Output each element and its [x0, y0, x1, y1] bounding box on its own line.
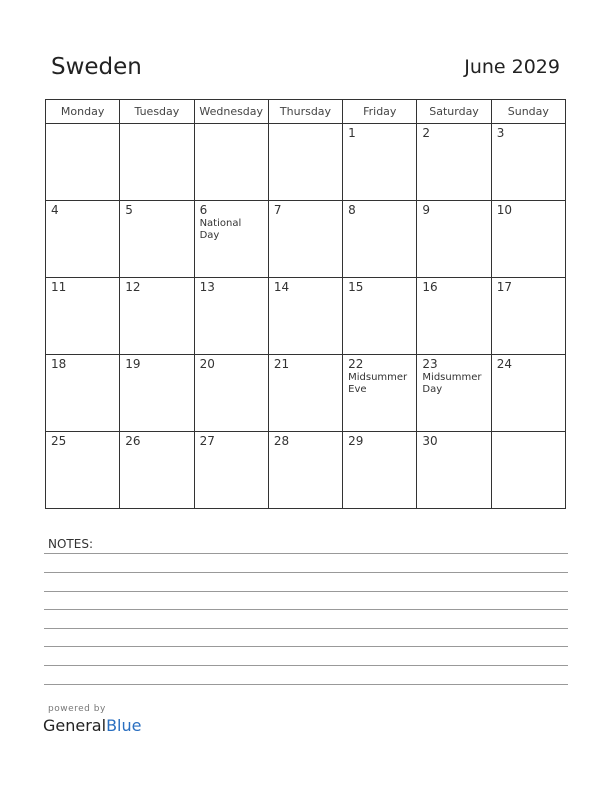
day-cell — [46, 201, 120, 278]
day-cell — [343, 201, 417, 278]
notes-line — [44, 591, 568, 592]
day-cell — [491, 201, 565, 278]
logo-blue: Blue — [106, 716, 142, 735]
weekday-wednesday: Wednesday — [194, 100, 268, 124]
day-cell — [194, 432, 268, 509]
day-cell — [268, 124, 342, 201]
day-cell — [268, 201, 342, 278]
day-number: 24 — [496, 357, 512, 371]
day-number: 14 — [273, 280, 290, 294]
day-number: 12 — [125, 280, 141, 294]
weekday-sunday: Sunday — [491, 100, 565, 124]
day-number: 11 — [51, 280, 67, 294]
day-number: 2 — [422, 126, 431, 140]
day-cell — [120, 124, 194, 201]
day-cell — [343, 432, 417, 509]
day-number: 7 — [273, 203, 282, 217]
holiday-label: National — [199, 218, 242, 229]
month-title: June 2029 — [464, 56, 560, 78]
weekday-header-row — [46, 100, 566, 124]
day-number: 25 — [51, 434, 67, 448]
weekday-tuesday: Tuesday — [120, 100, 194, 124]
holiday-label: Day — [422, 384, 443, 395]
day-cell — [268, 355, 342, 432]
day-cell — [46, 124, 120, 201]
day-cell — [194, 355, 268, 432]
calendar-grid — [45, 99, 566, 509]
notes-line — [44, 646, 568, 647]
day-cell — [120, 201, 194, 278]
day-number: 18 — [51, 357, 67, 371]
notes-line — [44, 609, 568, 610]
week-row — [46, 355, 566, 432]
country-title: Sweden — [51, 54, 142, 80]
day-cell — [120, 432, 194, 509]
day-number: 4 — [51, 203, 59, 217]
day-cell — [46, 355, 120, 432]
day-number: 3 — [496, 126, 505, 140]
day-cell — [120, 278, 194, 355]
day-number: 9 — [422, 203, 431, 217]
notes-line — [44, 628, 568, 629]
day-cell — [491, 278, 565, 355]
day-cell — [417, 432, 491, 509]
day-number: 28 — [273, 434, 290, 448]
day-cell — [417, 355, 491, 432]
day-cell — [120, 355, 194, 432]
day-cell — [268, 432, 342, 509]
day-cell — [491, 432, 565, 509]
weekday-friday: Friday — [343, 100, 417, 124]
day-cell — [491, 355, 565, 432]
logo-general: General — [43, 716, 107, 735]
notes-line — [44, 684, 568, 685]
week-row — [46, 124, 566, 201]
powered-by-text: powered by — [48, 704, 106, 714]
day-number: 15 — [348, 280, 364, 294]
holiday-label: Eve — [348, 384, 367, 395]
weekday-thursday: Thursday — [268, 100, 342, 124]
day-number: 27 — [199, 434, 215, 448]
day-cell — [343, 355, 417, 432]
day-number: 5 — [125, 203, 133, 217]
day-number: 26 — [125, 434, 141, 448]
day-cell — [268, 278, 342, 355]
day-cell — [417, 124, 491, 201]
day-cell — [194, 201, 268, 278]
day-number: 30 — [422, 434, 438, 448]
day-number: 22 — [348, 357, 364, 371]
day-number: 6 — [199, 203, 208, 217]
day-number: 10 — [496, 203, 512, 217]
holiday-label: Day — [199, 230, 220, 241]
notes-line — [44, 553, 568, 554]
day-number: 20 — [199, 357, 215, 371]
week-row — [46, 201, 566, 278]
day-cell — [343, 278, 417, 355]
day-cell — [343, 124, 417, 201]
day-cell — [194, 278, 268, 355]
day-number: 1 — [348, 126, 356, 140]
notes-line — [44, 572, 568, 573]
day-cell — [46, 278, 120, 355]
day-number: 17 — [496, 280, 512, 294]
notes-label: NOTES: — [48, 537, 93, 551]
day-cell — [46, 432, 120, 509]
week-row — [46, 278, 566, 355]
day-number: 8 — [348, 203, 356, 217]
day-number: 16 — [422, 280, 438, 294]
weekday-saturday: Saturday — [417, 100, 491, 124]
day-cell — [491, 124, 565, 201]
generalblue-logo — [43, 716, 141, 735]
weekday-monday: Monday — [46, 100, 120, 124]
day-cell — [194, 124, 268, 201]
week-row — [46, 432, 566, 509]
day-number: 29 — [348, 434, 364, 448]
day-cell — [417, 278, 491, 355]
day-cell — [417, 201, 491, 278]
day-number: 23 — [422, 357, 438, 371]
notes-line — [44, 665, 568, 666]
day-number: 19 — [125, 357, 141, 371]
holiday-label: Midsummer — [422, 372, 482, 383]
holiday-label: Midsummer — [348, 372, 408, 383]
day-number: 13 — [199, 280, 215, 294]
day-number: 21 — [273, 357, 290, 371]
